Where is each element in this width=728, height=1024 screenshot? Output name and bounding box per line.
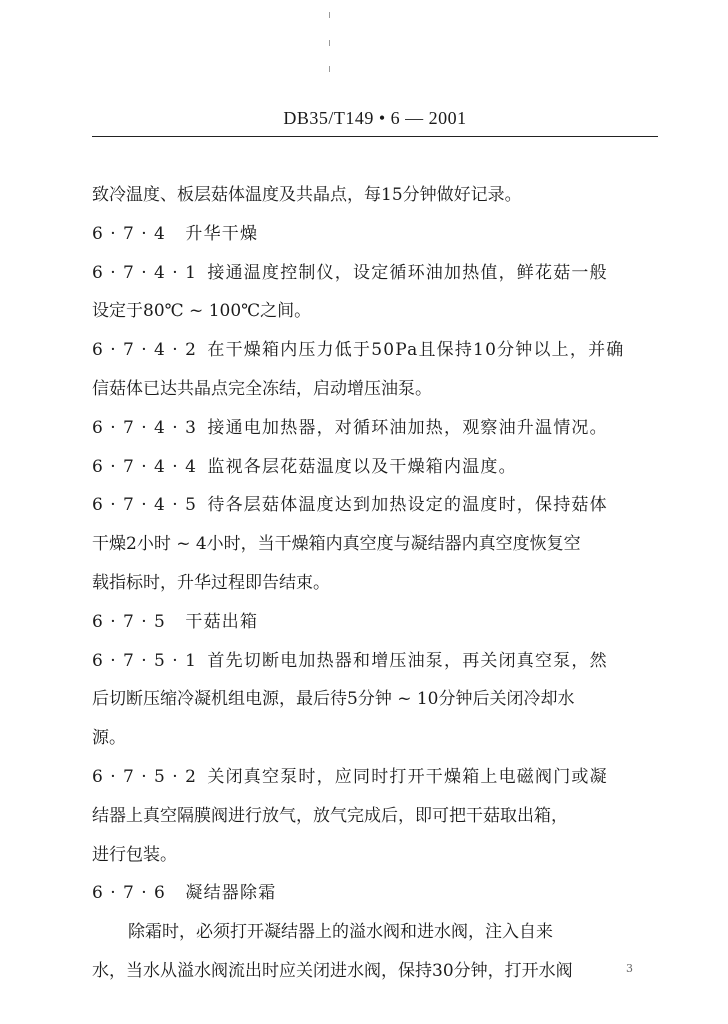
scan-mark: [329, 66, 330, 72]
clause-text: 接通温度控制仪，设定循环油加热值，鲜花菇一般: [207, 262, 608, 283]
section-heading: [92, 874, 658, 913]
clause-number: 6 · 7 · 4 · 1: [92, 262, 197, 283]
clause-number: 6 · 7 · 5 · 1: [92, 650, 197, 671]
document-header: DB35/T149 • 6 — 2001: [283, 108, 467, 128]
page-number: 3: [626, 962, 633, 975]
text-line: 后切断压缩冷凝机组电源，最后待5分钟 ~ 10分钟后关闭冷却水: [92, 689, 575, 710]
section-number: 6 · 7 · 6: [92, 883, 166, 904]
clause-text: 关闭真空泵时，应同时打开干燥箱上电磁阀门或凝: [207, 766, 608, 787]
scan-mark: [329, 12, 330, 18]
text-line: 信菇体已达共晶点完全冻结，启动增压油泵。: [92, 378, 432, 399]
clause-text: 监视各层花菇温度以及干燥箱内温度。: [207, 456, 517, 477]
clause-line: [92, 448, 658, 487]
section-number: 6 · 7 · 4: [92, 223, 166, 244]
clause-text: 待各层菇体温度达到加热设定的温度时，保持菇体: [207, 495, 608, 516]
clause-text: 接通电加热器，对循环油加热，观察油升温情况。: [207, 417, 608, 438]
text-line: 结器上真空隔膜阀进行放气，放气完成后，即可把干菇取出箱，: [92, 805, 568, 826]
text-line: 进行包装。: [92, 844, 177, 865]
clause-line: [92, 486, 658, 525]
clause-line: [92, 642, 658, 681]
section-heading: [92, 603, 658, 642]
document-body: [92, 176, 658, 991]
clause-number: 6 · 7 · 4 · 2: [92, 340, 197, 361]
clause-number: 6 · 7 · 4 · 4: [92, 456, 197, 477]
clause-number: 6 · 7 · 5 · 2: [92, 766, 197, 787]
clause-line: [92, 758, 658, 797]
text-line: 载指标时，升华过程即告结束。: [92, 572, 330, 593]
clause-number: 6 · 7 · 4 · 3: [92, 417, 197, 438]
section-title: 凝结器除霜: [185, 883, 277, 904]
clause-text: 在干燥箱内压力低于50Pa且保持10分钟以上，并确: [207, 340, 625, 361]
section-title: 升华干燥: [185, 223, 259, 244]
text-line: 干燥2小时 ~ 4小时，当干燥箱内真空度与凝结器内真空度恢复空: [92, 534, 581, 555]
section-title: 干菇出箱: [185, 611, 259, 632]
clause-line: [92, 331, 658, 370]
text-line: 水，当水从溢水阀流出时应关闭进水阀，保持30分钟，打开水阀: [92, 960, 573, 981]
header-rule: [92, 136, 658, 137]
clause-text: 首先切断电加热器和增压油泵，再关闭真空泵，然: [207, 650, 608, 671]
clause-line: [92, 409, 658, 448]
section-number: 6 · 7 · 5: [92, 611, 166, 632]
text-line: 源。: [92, 728, 126, 749]
text-line: 设定于80℃ ~ 100℃之间。: [92, 301, 312, 322]
text-line: 致冷温度、板层菇体温度及共晶点，每15分钟做好记录。: [92, 185, 522, 205]
paragraph-line: 除霜时，必须打开凝结器上的溢水阀和进水阀，注入自来: [128, 922, 553, 943]
scan-mark: [329, 40, 330, 46]
clause-number: 6 · 7 · 4 · 5: [92, 495, 197, 516]
clause-line: [92, 254, 658, 293]
section-heading: [92, 215, 658, 254]
